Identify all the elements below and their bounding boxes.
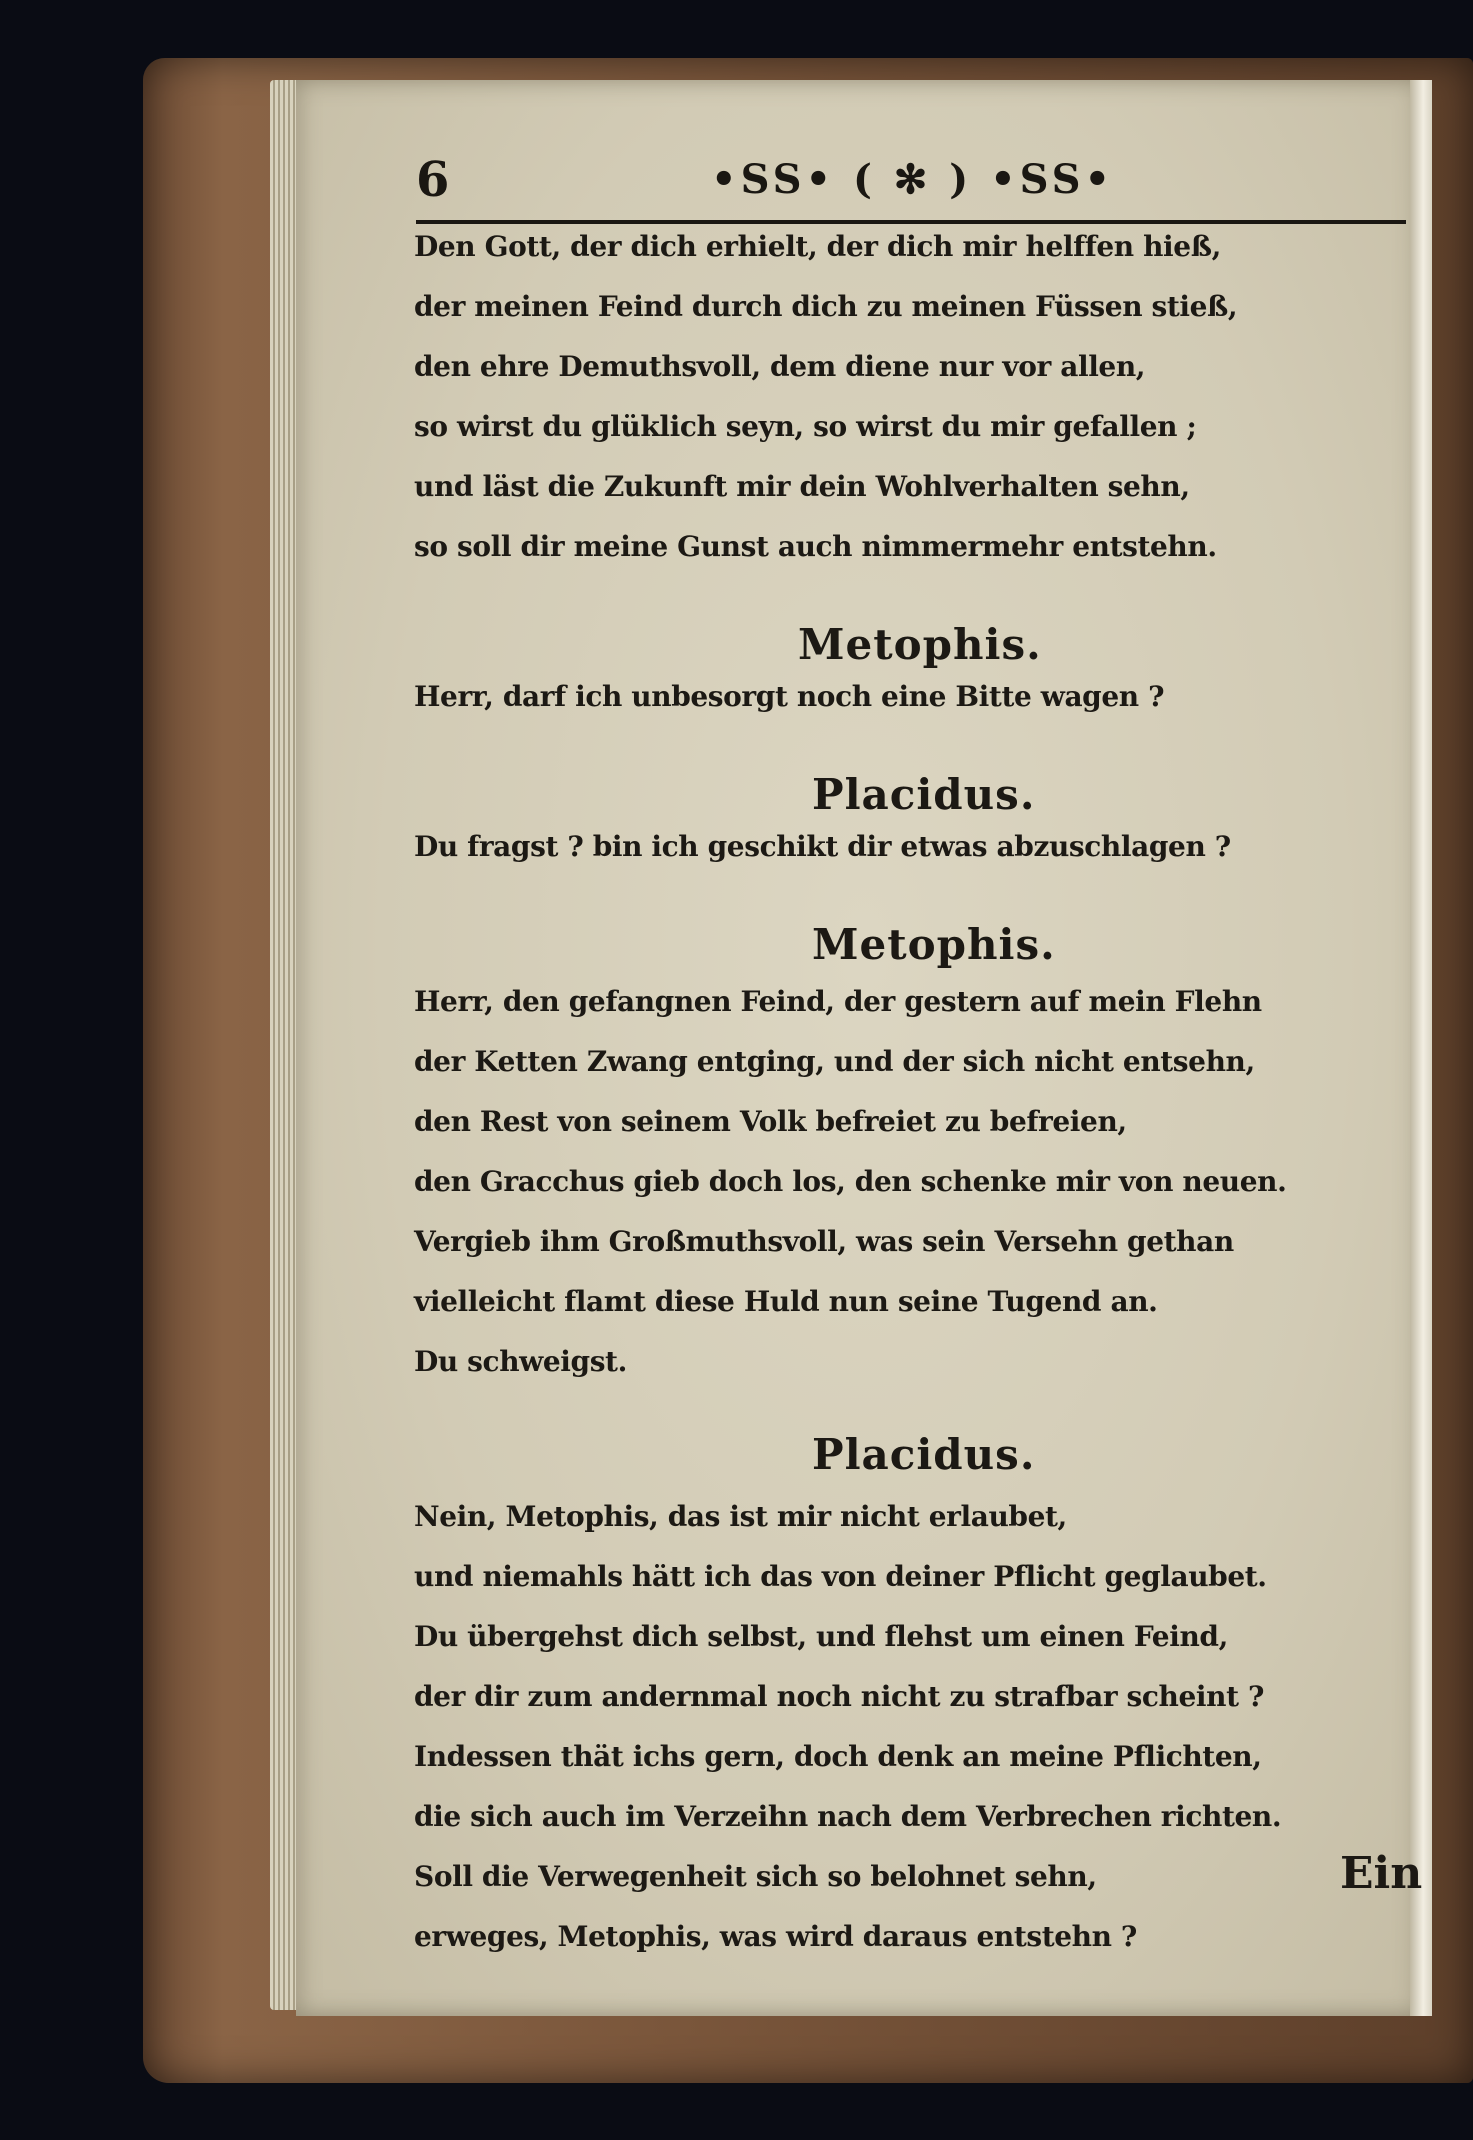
running-header xyxy=(416,150,1406,220)
speaker-heading: Metophis. xyxy=(812,920,1056,969)
verse-line: den Rest von seinem Volk befreiet zu befreien, xyxy=(414,1105,1127,1138)
verse-line: der dir zum andernmal noch nicht zu strafbar scheint ? xyxy=(414,1680,1264,1713)
verse-line: so soll dir meine Gunst auch nimmermehr entstehn. xyxy=(414,530,1217,563)
verse-line: Herr, den gefangnen Feind, der gestern auf mein Flehn xyxy=(414,985,1262,1018)
verse-line: Nein, Metophis, das ist mir nicht erlaubet, xyxy=(414,1500,1067,1533)
header-ornament: •SS• ( ✻ ) •SS• xyxy=(711,156,1115,203)
verse-line: die sich auch im Verzeihn nach dem Verbrechen richten. xyxy=(414,1800,1282,1833)
verse-line: und läst die Zukunft mir dein Wohlverhalten sehn, xyxy=(414,470,1190,503)
verse-line: den Gracchus gieb doch los, den schenke mir von neuen. xyxy=(414,1165,1287,1198)
verse-line: Du schweigst. xyxy=(414,1345,627,1378)
verse-line: Soll die Verwegenheit sich so belohnet sehn, xyxy=(414,1860,1097,1893)
verse-line: der meinen Feind durch dich zu meinen Füssen stieß, xyxy=(414,290,1238,323)
verse-line: Den Gott, der dich erhielt, der dich mir helffen hieß, xyxy=(414,230,1221,263)
speaker-heading: Placidus. xyxy=(812,770,1036,819)
verse-line: den ehre Demuthsvoll, dem diene nur vor allen, xyxy=(414,350,1146,383)
verse-line: Herr, darf ich unbesorgt noch eine Bitte wagen ? xyxy=(414,680,1165,713)
page-number: 6 xyxy=(416,152,450,208)
verse-line: der Ketten Zwang entging, und der sich nicht entsehn, xyxy=(414,1045,1255,1078)
header-rule xyxy=(416,220,1406,224)
speaker-heading: Metophis. xyxy=(798,620,1042,669)
verse-line: erweges, Metophis, was wird daraus entstehn ? xyxy=(414,1920,1137,1953)
verse-line: und niemahls hätt ich das von deiner Pflicht geglaubet. xyxy=(414,1560,1267,1593)
verse-line: Vergieb ihm Großmuthsvoll, was sein Versehn gethan xyxy=(414,1225,1234,1258)
catchword: Ein xyxy=(1340,1848,1423,1899)
verse-line: Du fragst ? bin ich geschikt dir etwas abzuschlagen ? xyxy=(414,830,1231,863)
verse-line: Indessen thät ichs gern, doch denk an meine Pflichten, xyxy=(414,1740,1262,1773)
verse-line: Du übergehst dich selbst, und flehst um einen Feind, xyxy=(414,1620,1228,1653)
book-page xyxy=(296,80,1432,2016)
verse-line: so wirst du glüklich seyn, so wirst du mir gefallen ; xyxy=(414,410,1197,443)
speaker-heading: Placidus. xyxy=(812,1430,1036,1479)
verse-line: vielleicht flamt diese Huld nun seine Tugend an. xyxy=(414,1285,1158,1318)
